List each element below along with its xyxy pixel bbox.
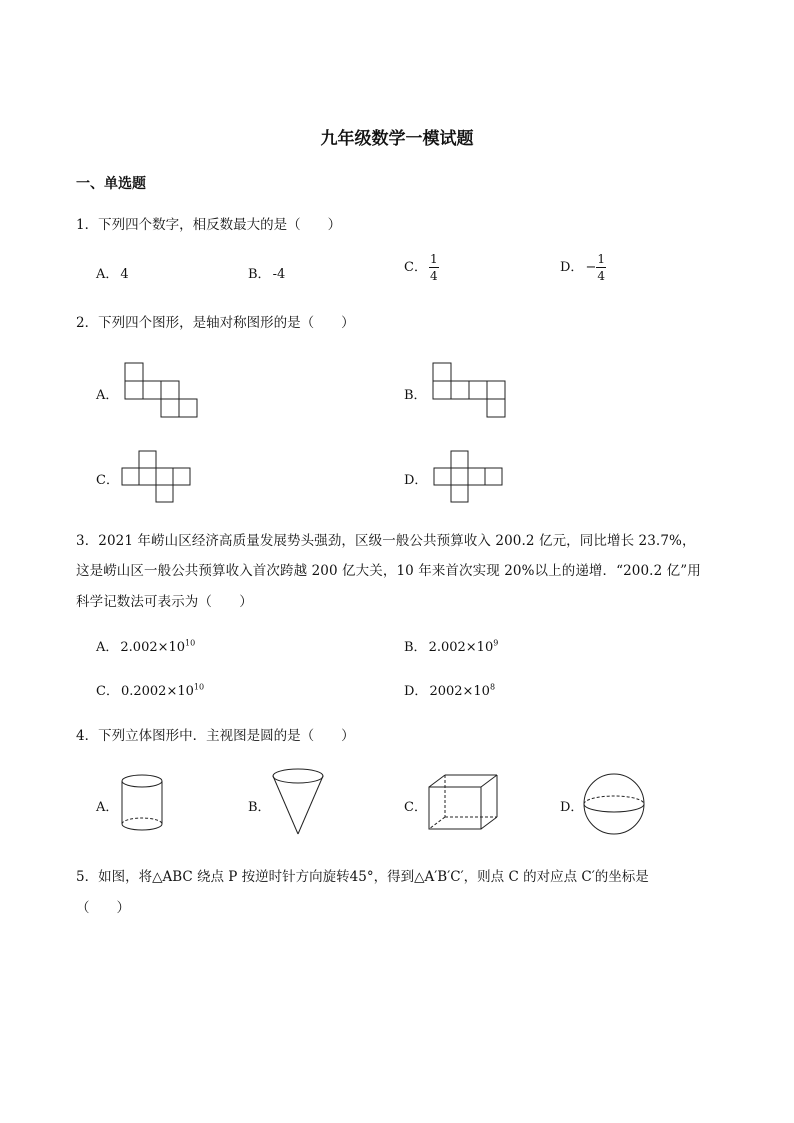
minus-sign: −: [585, 260, 597, 275]
page-title: 九年级数学一模试题: [320, 129, 474, 149]
fraction-denominator: 4: [597, 269, 605, 283]
question-5-line-1: 5．如图，将△ABC 绕点 P 按逆时针方向旋转45°，得到△A′B′C′，则点 C 的对应点 C′的坐标是: [76, 869, 649, 885]
q2-figure-b-net: [430, 360, 508, 422]
option-exponent: 10: [185, 638, 196, 648]
option-label: D．: [560, 260, 584, 275]
question-3-line-3: 科学记数法可表示为（ ）: [76, 594, 253, 610]
q4-option-c-label[interactable]: C．: [404, 800, 427, 815]
option-base: 2002×10: [429, 684, 490, 699]
q2-option-d-label[interactable]: D．: [404, 473, 428, 488]
q1-option-b[interactable]: [248, 263, 285, 282]
q1-option-d[interactable]: [560, 253, 606, 282]
option-label: A．: [96, 640, 119, 655]
q2-option-c-label[interactable]: C．: [96, 473, 119, 488]
fraction-numerator: 1: [429, 252, 438, 266]
q1-option-a[interactable]: [96, 263, 129, 282]
question-5-line-2: （ ）: [76, 900, 130, 916]
q4-option-d-label[interactable]: D．: [560, 800, 584, 815]
q4-figure-cube: [426, 772, 500, 832]
question-3-line-2: 这是崂山区一般公共预算收入首次跨越 200 亿大关，10 年来首次实现 20%以上的递增．“200.2 亿”用: [76, 563, 701, 579]
q3-option-a[interactable]: [96, 636, 195, 655]
option-text: 4: [120, 267, 129, 282]
q4-figure-cone: [270, 766, 328, 838]
question-4-stem: 4．下列立体图形中．主视图是圆的是（ ）: [76, 728, 355, 744]
option-exponent: 10: [193, 682, 205, 692]
q2-option-b-label[interactable]: B．: [404, 388, 427, 403]
option-exponent: 9: [493, 638, 499, 648]
q4-option-b-label[interactable]: B．: [248, 800, 271, 815]
option-label: C．: [96, 684, 119, 699]
q2-figure-a-net: [122, 360, 200, 422]
q4-figure-sphere: [582, 771, 648, 837]
option-base: 2.002×10: [428, 640, 494, 655]
option-label: B．: [248, 267, 271, 282]
fraction-numerator: 1: [597, 252, 605, 266]
option-label: D．: [404, 684, 428, 699]
q3-option-c[interactable]: [96, 680, 204, 699]
question-1-stem: 1．下列四个数字，相反数最大的是（ ）: [76, 217, 342, 233]
option-label: C．: [404, 260, 427, 275]
option-base: 0.2002×10: [120, 684, 194, 699]
fraction: [596, 253, 606, 282]
fraction: [429, 253, 439, 282]
q3-option-b[interactable]: [404, 636, 498, 655]
question-3-line-1: 3．2021 年崂山区经济高质量发展势头强劲，区级一般公共预算收入 200.2 亿元，同比增长 23.7%，: [76, 533, 696, 549]
option-label: A．: [96, 267, 119, 282]
q2-figure-c-net: [120, 449, 194, 505]
q4-option-a-label[interactable]: A．: [96, 800, 119, 815]
section-title: 一、单选题: [76, 176, 146, 192]
question-2-stem: 2．下列四个图形，是轴对称图形的是（ ）: [76, 315, 355, 331]
q2-figure-d-net: [432, 449, 506, 505]
fraction-denominator: 4: [429, 269, 438, 283]
option-label: B．: [404, 640, 427, 655]
option-exponent: 8: [489, 682, 496, 692]
q1-option-c[interactable]: [404, 253, 439, 282]
option-base: 2.002×10: [120, 640, 186, 655]
option-text: -4: [272, 267, 286, 282]
q3-option-d[interactable]: [404, 680, 495, 699]
q4-figure-cylinder: [118, 772, 170, 834]
q2-option-a-label[interactable]: A．: [96, 388, 119, 403]
